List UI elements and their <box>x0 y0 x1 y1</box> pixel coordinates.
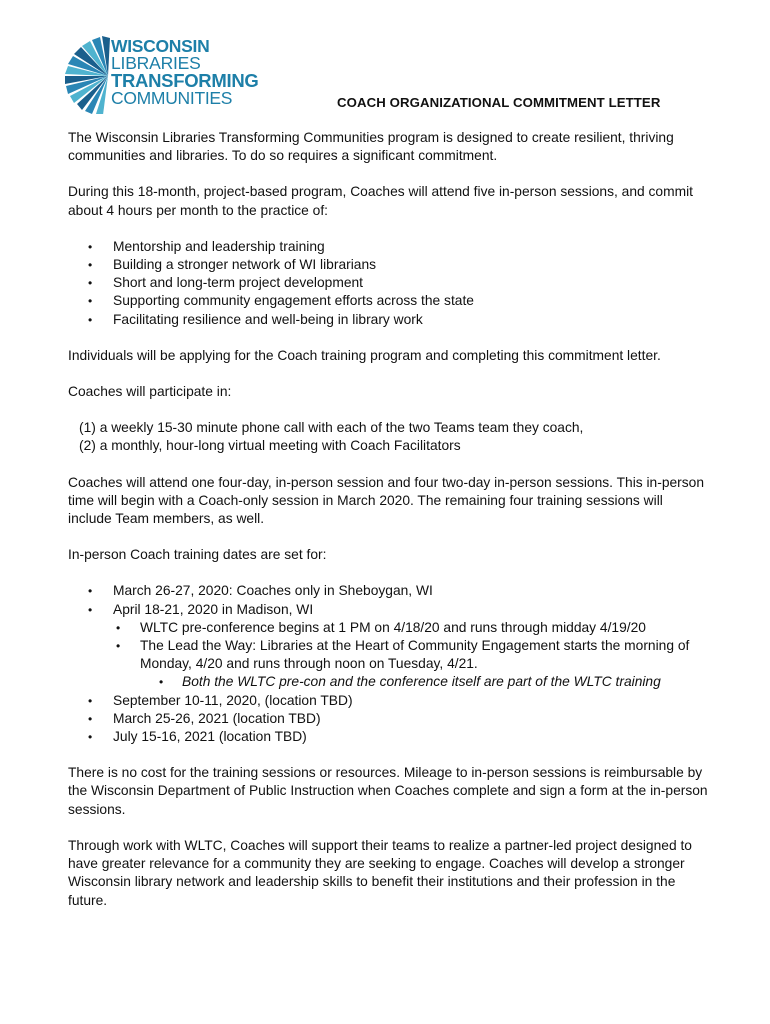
participate-intro-paragraph: Coaches will participate in: <box>68 384 232 400</box>
intro-paragraph: The Wisconsin Libraries Transforming Communities program is designed to create resilient, thriving communities and libraries. To do so requires a significant commitment. <box>68 130 674 164</box>
logo-text-transforming: TRANSFORMING <box>111 70 259 91</box>
logo-text-wisconsin: WISCONSIN <box>111 36 210 56</box>
list-item: • Building a stronger network of WI librarians <box>68 256 708 274</box>
list-item: (1) a weekly 15-30 minute phone call with each of the two Teams team they coach, <box>79 420 584 436</box>
list-item: • Short and long-term project development <box>68 274 708 292</box>
list-item <box>113 637 708 692</box>
list-item: • March 26-27, 2020: Coaches only in Sheboygan, WI <box>68 582 708 600</box>
list-item: • September 10-11, 2020, (location TBD) <box>68 692 708 710</box>
list-item: • Mentorship and leadership training <box>68 238 708 256</box>
sub-sub-list <box>140 673 708 691</box>
applying-paragraph: Individuals will be applying for the Coach training program and completing this commitment letter. <box>68 347 661 363</box>
wltc-logo <box>58 34 268 114</box>
logo-text-libraries: LIBRARIES <box>111 53 201 73</box>
dates-intro-paragraph: In-person Coach training dates are set for: <box>68 547 327 563</box>
list-item-text: The Lead the Way: Libraries at the Heart of Community Engagement starts the morning of Monday, 4/20 and runs through noon on Tuesday, 4/21. <box>140 638 690 672</box>
list-item: • July 15-16, 2021 (location TBD) <box>68 728 708 746</box>
cost-paragraph: There is no cost for the training sessions or resources. Mileage to in-person sessions is reimbursable by the Wisconsin Department of Public Instruction when Coaches complete and sign a form at the in-person sessions. <box>68 765 708 817</box>
practice-list <box>68 238 708 329</box>
list-item <box>68 601 708 692</box>
logo-text-communities: COMMUNITIES <box>111 88 233 108</box>
list-item-text: April 18-21, 2020 in Madison, WI <box>113 601 314 617</box>
list-item: • Facilitating resilience and well-being in library work <box>68 311 708 329</box>
closing-paragraph: Through work with WLTC, Coaches will support their teams to realize a partner-led project designed to have greater relevance for a community they are seeking to engage. Coaches will develop a stronger Wisconsin library network and leadership skills to benefit their institutions and their profession in the future. <box>68 837 692 908</box>
list-item-note: • Both the WLTC pre-con and the conference itself are part of the WLTC training <box>140 673 708 691</box>
document-body <box>68 129 708 928</box>
document-title: COACH ORGANIZATIONAL COMMITMENT LETTER <box>337 95 661 110</box>
list-item: • March 25-26, 2021 (location TBD) <box>68 710 708 728</box>
list-item: • WLTC pre-conference begins at 1 PM on 4/18/20 and runs through midday 4/19/20 <box>113 619 708 637</box>
sunburst-logo-icon <box>58 34 114 114</box>
dates-list <box>68 582 708 746</box>
participate-list <box>79 419 708 455</box>
list-item: • Supporting community engagement efforts across the state <box>68 292 708 310</box>
practice-intro-paragraph: During this 18-month, project-based program, Coaches will attend five in-person sessions, and commit about 4 hours per month to the practice of: <box>68 184 693 218</box>
sub-list <box>113 619 708 692</box>
list-item: (2) a monthly, hour-long virtual meeting with Coach Facilitators <box>79 438 461 454</box>
sessions-paragraph: Coaches will attend one four-day, in-person session and four two-day in-person sessions. This in-person time will begin with a Coach-only session in March 2020. The remaining four training sessions will include Team members, as well. <box>68 474 705 527</box>
